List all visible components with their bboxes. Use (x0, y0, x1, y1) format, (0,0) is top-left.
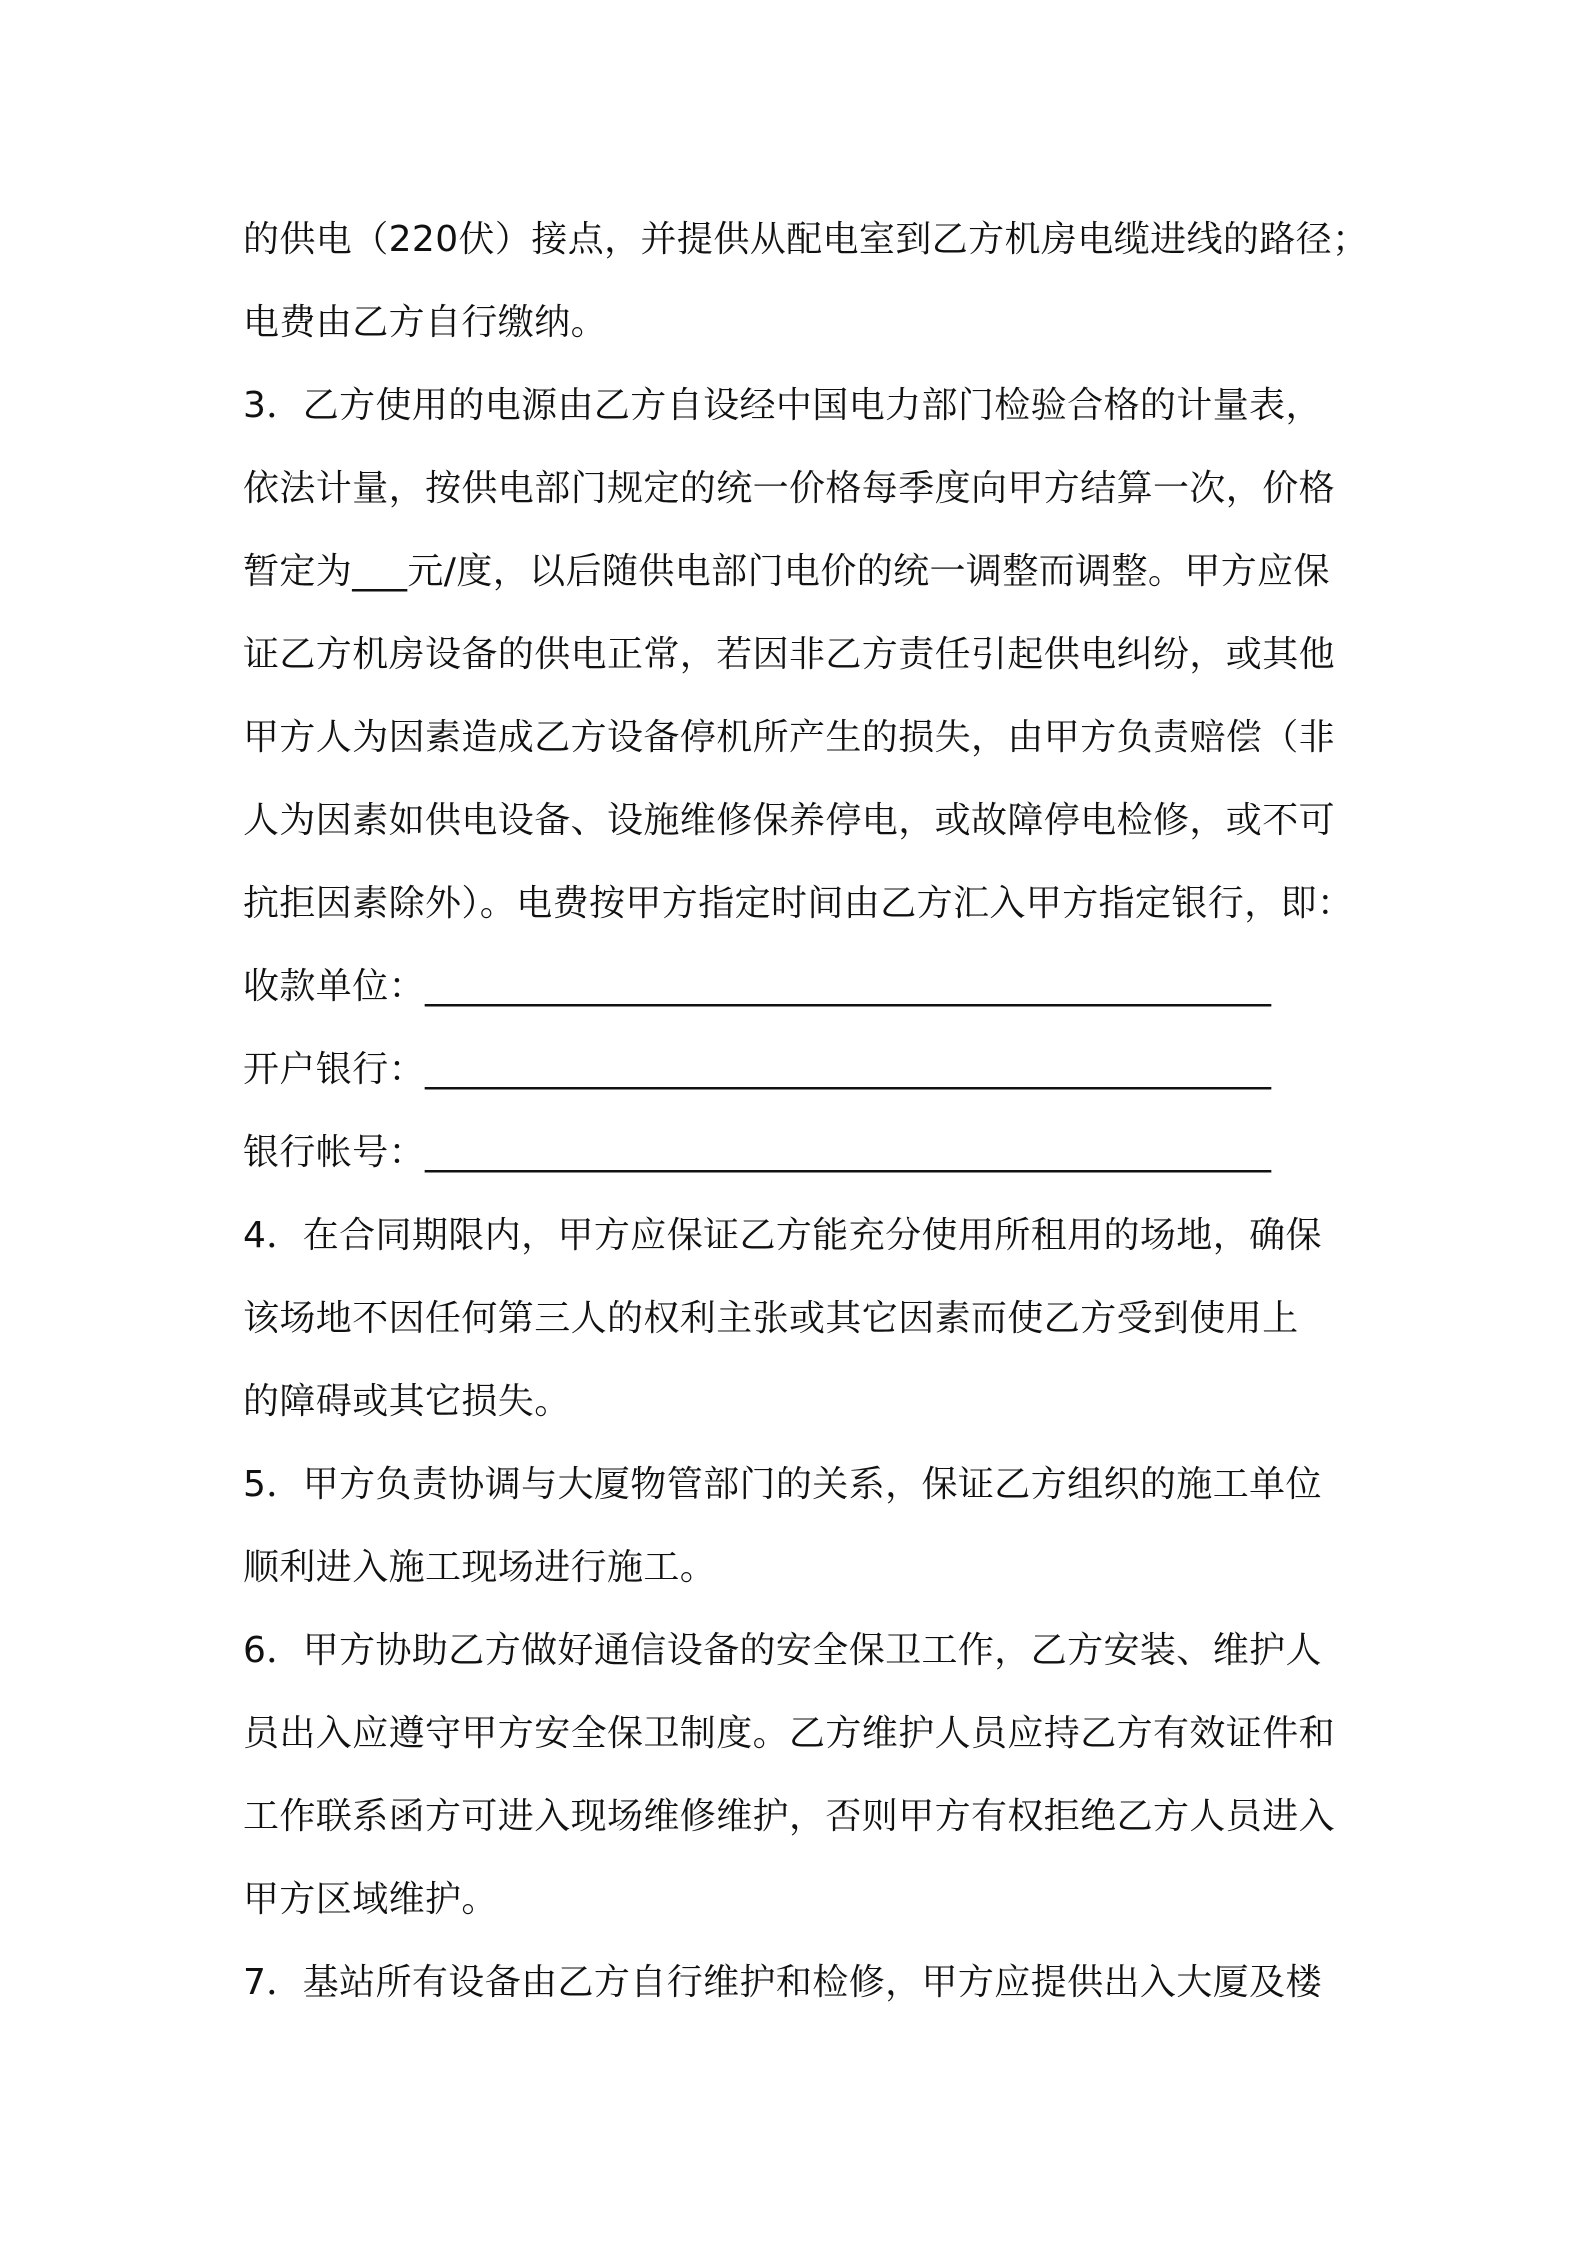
clause-6-line-1: 6．甲方协助乙方做好通信设备的安全保卫工作，乙方安装、维护人 (243, 1630, 1322, 1671)
clause-7-line-1: 7．基站所有设备由乙方自行维护和检修，甲方应提供出入大厦及楼 (243, 1962, 1322, 2003)
clause-4-line-1: 4．在合同期限内，甲方应保证乙方能充分使用所租用的场地，确保 (243, 1215, 1322, 1256)
clause-3-line-5: 甲方人为因素造成乙方设备停机所产生的损失，由甲方负责赔偿（非 (243, 717, 1336, 758)
clause-4-line-2: 该场地不因任何第三人的权利主张或其它因素而使乙方受到使用上 (243, 1298, 1299, 1339)
payee-field-line: 收款单位：______________________________________________ (243, 966, 1272, 1007)
clause-3-line-1: 3．乙方使用的电源由乙方自设经中国电力部门检验合格的计量表， (243, 385, 1322, 426)
clause-3-line-6: 人为因素如供电设备、设施维修保养停电，或故障停电检修，或不可 (243, 800, 1336, 841)
clause-3-line-4: 证乙方机房设备的供电正常，若因非乙方责任引起供电纠纷，或其他 (243, 634, 1336, 675)
bank-field-line: 开户银行：______________________________________________ (243, 1049, 1272, 1090)
clause-3-line-3: 暂定为___元/度，以后随供电部门电价的统一调整而调整。甲方应保 (243, 551, 1330, 592)
text-line-1: 的供电（220伏）接点，并提供从配电室到乙方机房电缆进线的路径； (243, 219, 1369, 260)
text-line-2: 电费由乙方自行缴纳。 (243, 302, 608, 343)
document-body (243, 198, 1369, 2024)
clause-5-line-1: 5．甲方负责协调与大厦物管部门的关系，保证乙方组织的施工单位 (243, 1464, 1322, 1505)
clause-3-line-2: 依法计量，按供电部门规定的统一价格每季度向甲方结算一次，价格 (243, 468, 1336, 509)
clause-5-line-2: 顺利进入施工现场进行施工。 (243, 1547, 717, 1588)
account-field-line: 银行帐号：______________________________________________ (243, 1132, 1272, 1173)
clause-3-line-7: 抗拒因素除外）。电费按甲方指定时间由乙方汇入甲方指定银行，即： (243, 883, 1354, 924)
clause-6-line-3: 工作联系函方可进入现场维修维护，否则甲方有权拒绝乙方人员进入 (243, 1796, 1336, 1837)
clause-6-line-2: 员出入应遵守甲方安全保卫制度。乙方维护人员应持乙方有效证件和 (243, 1713, 1336, 1754)
clause-4-line-3: 的障碍或其它损失。 (243, 1381, 571, 1422)
clause-6-line-4: 甲方区域维护。 (243, 1879, 498, 1920)
